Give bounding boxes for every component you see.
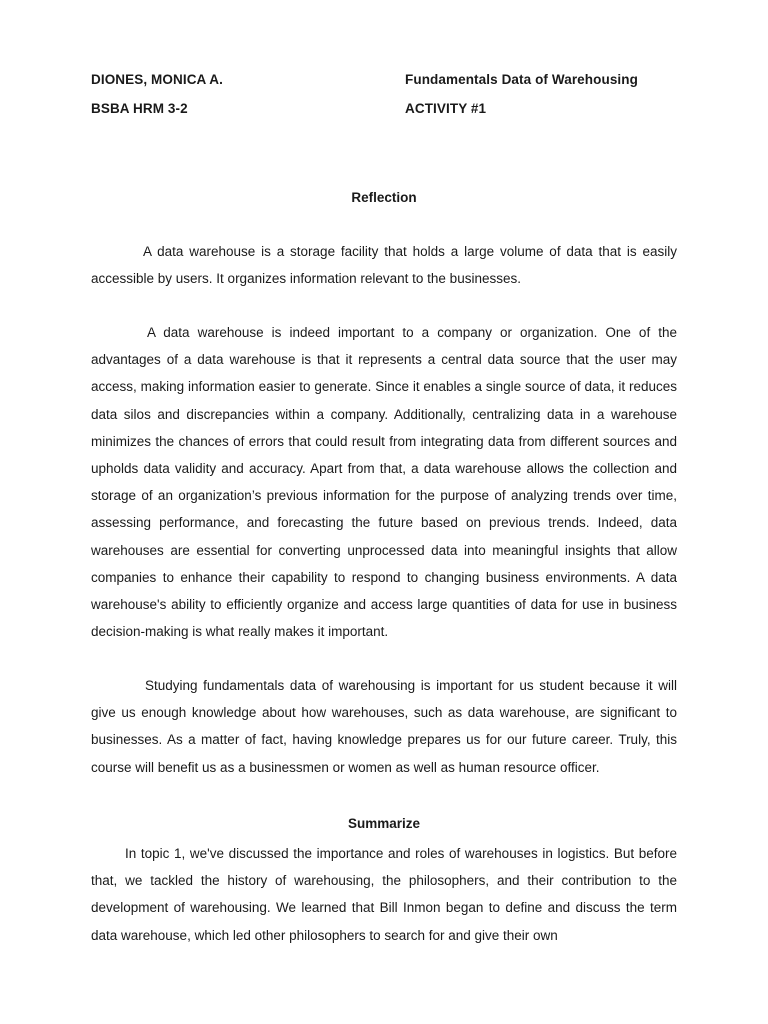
summarize-heading: Summarize [347,816,421,831]
activity-label: ACTIVITY #1 [405,101,487,116]
author-name: DIONES, MONICA A. [91,72,223,87]
summarize-paragraph-1: In topic 1, we've discussed the importance and roles of warehouses in logistics. But before that, we tackled the history of warehousing, the philosophers, and their contribution to the development of warehousing. We learned that Bill Inmon began to define and discuss the term data warehouse, which led other philosophers to search for and give their own [91,846,677,943]
reflection-heading: Reflection [351,190,417,205]
course-title: Fundamentals Data of Warehousing [405,72,638,87]
section-code: BSBA HRM 3-2 [91,101,188,116]
reflection-paragraph-2: A data warehouse is indeed important to a company or organization. One of the advantages of a data warehouse is that it represents a central data source that the user may access, making information easier to generate. Since it enables a single source of data, it reduces data silos and discrepancies within a company. Additionally, centralizing data in a warehouse minimizes the chances of errors that could result from integrating data from different sources and upholds data validity and accuracy. Apart from that, a data warehouse allows the collection and storage of an organization’s previous information for the purpose of analyzing trends over time, assessing performance, and forecasting the future based on previous trends. Indeed, data warehouses are essential for converting unprocessed data into meaningful insights that allow companies to enhance their capability to respond to changing business environments. A data warehouse's ability to efficiently organize and access large quantities of data for use in business decision-making is what really makes it important. [91,325,677,640]
reflection-paragraph-3: Studying fundamentals data of warehousing is important for us student because it will give us enough knowledge about how warehouses, such as data warehouse, are significant to businesses. As a matter of fact, having knowledge prepares us for our future career. Truly, this course will benefit us as a businessmen or women as well as human resource officer. [91,678,677,775]
reflection-paragraph-1: A data warehouse is a storage facility that holds a large volume of data that is easily accessible by users. It organizes information relevant to the businesses. [91,244,677,287]
